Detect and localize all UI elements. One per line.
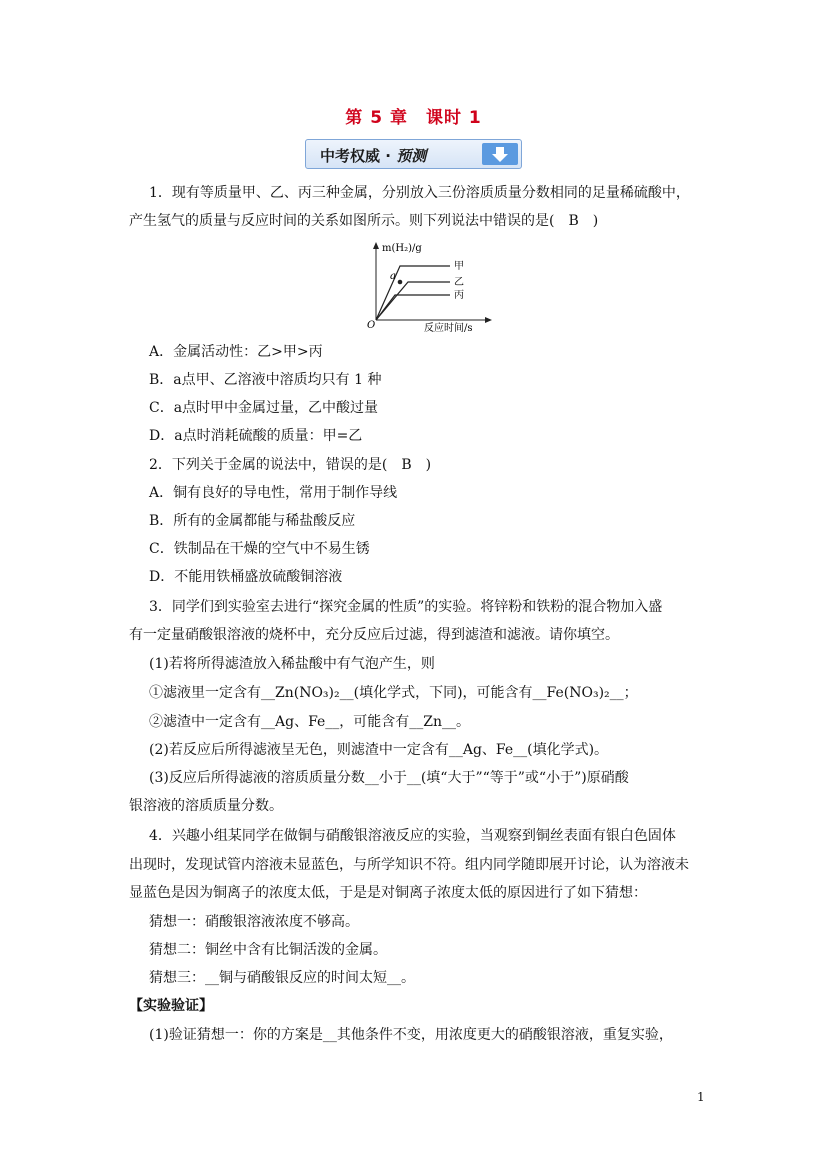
series-label-yi: 乙 (454, 277, 464, 288)
q4-verify-1: (1)验证猜想一：你的方案是__其他条件不变，用浓度更大的硝酸银溶液，重复实验， (149, 1027, 673, 1043)
graph-ylabel: m(H₂)/g (382, 243, 422, 254)
q1-option-d: D．a点时消耗硫酸的质量：甲=乙 (149, 428, 363, 444)
q1-option-c: C．a点时甲中金属过量，乙中酸过量 (149, 400, 379, 416)
q3-part-3: (3)反应后所得滤液的溶质质量分数__小于__(填“大于”“等于”或“小于”)原硝酸 (149, 770, 629, 786)
q3-part-1-b: ②滤渣中一定含有__Ag、Fe__，可能含有__Zn__。 (149, 714, 471, 730)
series-label-bing: 丙 (454, 290, 464, 301)
q1-line-2: 产生氢气的质量与反应时间的关系如图所示。则下列说法中错误的是( B ) (129, 213, 599, 229)
section-banner (305, 139, 522, 169)
q3-line-2: 有一定量硝酸银溶液的烧杯中，充分反应后过滤，得到滤渣和滤液。请你填空。 (129, 627, 619, 643)
q3-part-1: (1)若将所得滤渣放入稀盐酸中有气泡产生，则 (149, 656, 435, 672)
series-label-jia: 甲 (454, 261, 464, 272)
page-number: 1 (697, 1090, 705, 1104)
q3-part-1-a: ①滤液里一定含有__Zn(NO₃)₂__(填化学式，下同)，可能含有__Fe(NO₃)₂__； (149, 685, 638, 701)
banner-dot: · (385, 147, 391, 165)
page-title: 第 5 章 课时 1 (345, 108, 482, 128)
q4-line-1: 4．兴趣小组某同学在做铜与硝酸银溶液反应的实验，当观察到铜丝表面有银白色固体 (149, 828, 676, 844)
graph-point-label: a (390, 271, 396, 282)
graph-xlabel: 反应时间/s (424, 323, 473, 333)
q1-option-a: A．金属活动性：乙>甲>丙 (149, 344, 323, 360)
experiment-heading: 【实验验证】 (129, 998, 213, 1014)
q4-guess-1: 猜想一：硝酸银溶液浓度不够高。 (149, 914, 359, 930)
q2-stem: 2．下列关于金属的说法中，错误的是( B ) (149, 457, 432, 473)
q2-option-d: D．不能用铁桶盛放硫酸铜溶液 (149, 569, 343, 585)
reaction-graph (360, 238, 500, 337)
q4-guess-3: 猜想三：__铜与硝酸银反应的时间太短__。 (149, 970, 415, 986)
banner-sub: 预测 (396, 147, 427, 165)
q1-option-b: B．a点甲、乙溶液中溶质均只有 1 种 (149, 372, 382, 388)
q4-line-3: 显蓝色是因为铜离子的浓度太低，于是是对铜离子浓度太低的原因进行了如下猜想： (129, 885, 647, 901)
q1-line-1: 1．现有等质量甲、乙、丙三种金属，分别放入三份溶质质量分数相同的足量稀硫酸中， (149, 185, 690, 201)
q3-line-1: 3．同学们到实验室去进行“探究金属的性质”的实验。将锌粉和铁粉的混合物加入盛 (149, 599, 663, 615)
q2-option-b: B．所有的金属都能与稀盐酸反应 (149, 513, 356, 529)
banner-main: 中考权威 (320, 147, 381, 165)
q4-line-2: 出现时，发现试管内溶液未显蓝色，与所学知识不符。组内同学随即展开讨论，认为溶液未 (129, 857, 689, 873)
q3-part-2: (2)若反应后所得滤液呈无色，则滤渣中一定含有__Ag、Fe__(填化学式)。 (149, 742, 609, 758)
q2-option-a: A．铜有良好的导电性，常用于制作导线 (149, 485, 398, 501)
q4-guess-2: 猜想二：铜丝中含有比铜活泼的金属。 (149, 942, 387, 958)
graph-origin: O (367, 320, 376, 331)
q2-option-c: C．铁制品在干燥的空气中不易生锈 (149, 541, 370, 557)
arrow-down-icon (482, 143, 518, 165)
q3-part-3-cont: 银溶液的溶质质量分数。 (129, 798, 283, 814)
